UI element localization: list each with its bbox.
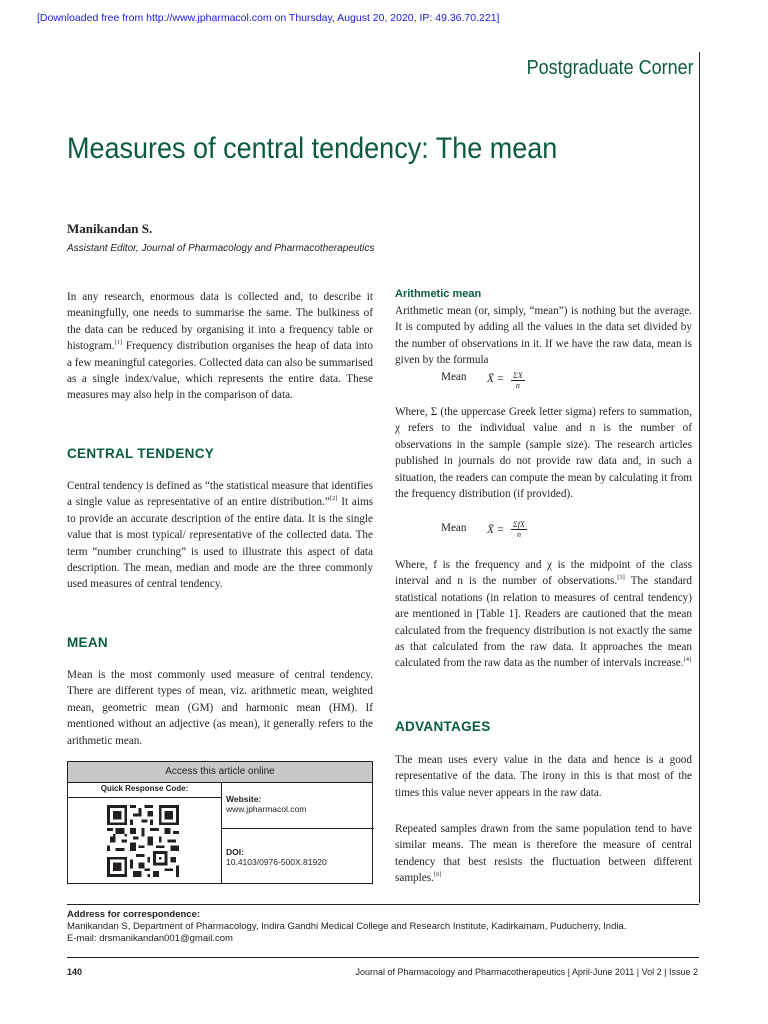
mean-paragraph: Mean is the most commonly used measure of central tendency. There are different types of mean, viz. arithmetic mean, weighted mean, geometric mean (GM) and harmonic mean (HM). If mentioned without an adjective (as mean), it generally refers to the arithmetic mean.	[67, 669, 373, 747]
formula-raw-lhs: X̄ =	[487, 373, 505, 385]
correspondence-address: Manikandan S, Department of Pharmacology, Indira Gandhi Medical College and Research Institute, Kadirkamam, Puducherry, India.	[67, 921, 627, 932]
qr-code-icon[interactable]	[107, 805, 179, 877]
access-online-box	[67, 761, 373, 884]
formula-raw-label: Mean	[441, 371, 467, 383]
formula-freq-lhs: X̄ =	[487, 524, 505, 536]
access-box-header: Access this article online	[68, 762, 372, 783]
author-affiliation: Assistant Editor, Journal of Pharmacology and Pharmacotherapeutics	[67, 243, 375, 254]
where-sigma-paragraph: Where, Σ (the uppercase Greek letter sigma) refers to summation, χ refers to the individual value and n is the number of observations in the sample (sample size). The research articles published in journals do not provide raw data and, in such a situation, the readers can compute the mean by calculating it from the frequency distribution (if provided).	[395, 406, 692, 501]
doi-info: DOI: 10.4103/0976-500X.81920	[226, 847, 327, 867]
qr-label: Quick Response Code:	[100, 784, 189, 793]
author-name: Manikandan S.	[67, 221, 153, 236]
article-title: Measures of central tendency: The mean	[67, 132, 558, 165]
heading-central-tendency: CENTRAL TENDENCY	[67, 446, 215, 461]
doi-link[interactable]: 10.4103/0976-500X.81920	[226, 857, 327, 867]
heading-arithmetic-mean: Arithmetic mean	[395, 288, 482, 300]
download-notice: [Downloaded free from http://www.jpharmacol.com on Thursday, August 20, 2020, IP: 49.36.70.221]	[37, 12, 500, 24]
section-label: Postgraduate Corner	[526, 57, 694, 79]
formula-raw-fraction: $\frac{\Sigma X}{n}$	[513, 371, 523, 390]
formula-freq-label: Mean	[441, 522, 467, 534]
heading-mean: MEAN	[67, 635, 108, 650]
intro-paragraph: In any research, enormous data is collected and, to describe it meaningfully, one needs to summarise the same. The bulkiness of the data can be reduced by organising it into a frequency table or histogram.[1] Frequency distribution organises the heap of data into a few meaningful categories. Collected data can also be summarised as a single index/value, which represents the entire data. These measures may also help in the comparison of data.	[67, 291, 373, 402]
central-tendency-paragraph: Central tendency is defined as “the statistical measure that identifies a single value as representative of an entire distribution.”[2] It aims to provide an accurate description of the entire data. It is the single value that is most typical/ representative of the collected data. The term “number crunching” is used to illustrate this aspect of data description. The mean, median and mode are the three commonly used measures of central tendency.	[67, 480, 374, 591]
advantages-paragraph-2: Repeated samples drawn from the same population tend to have similar means. The mean is therefore the measure of central tendency that best resists the fluctuation between different samples.[6]	[395, 823, 692, 885]
correspondence-rule	[67, 904, 699, 905]
advantages-paragraph-1: The mean uses every value in the data and hence is a good representative of the data. The irony in this is that most of the times this value never appears in the raw data.	[395, 754, 692, 799]
where-frequency-paragraph: Where, f is the frequency and χ is the midpoint of the class interval and n is the number of observations.[3] The standard statistical notations (in relation to measures of central tendency) are mentioned in [Table 1]. Readers are cautioned that the mean calculated from the frequency distribution is not exactly the same as that calculated from the raw data. It approaches the mean calculated from the raw data as the number of intervals increase.[4]	[395, 559, 692, 670]
formula-freq-fraction: ΣfX n	[513, 520, 525, 539]
website-link[interactable]: www.jpharmacol.com	[226, 804, 307, 814]
vertical-rule	[699, 52, 700, 903]
heading-advantages: ADVANTAGES	[395, 719, 491, 734]
website-info: Website: www.jpharmacol.com	[226, 794, 307, 814]
page-number: 140	[67, 967, 83, 977]
correspondence-email: E-mail: drsmanikandan001@gmail.com	[67, 933, 233, 944]
correspondence-block	[67, 909, 626, 945]
journal-footer: Journal of Pharmacology and Pharmacotherapeutics | April-June 2011 | Vol 2 | Issue 2	[355, 967, 698, 977]
qr-column	[68, 782, 222, 883]
arithmetic-mean-paragraph: Arithmetic mean (or, simply, “mean”) is nothing but the average. It is computed by adding all the values in the data set divided by the number of observations in it. If we have the raw data, mean is given by the formula	[395, 305, 692, 367]
footer-rule	[67, 957, 699, 958]
correspondence-label: Address for correspondence:	[67, 909, 201, 920]
